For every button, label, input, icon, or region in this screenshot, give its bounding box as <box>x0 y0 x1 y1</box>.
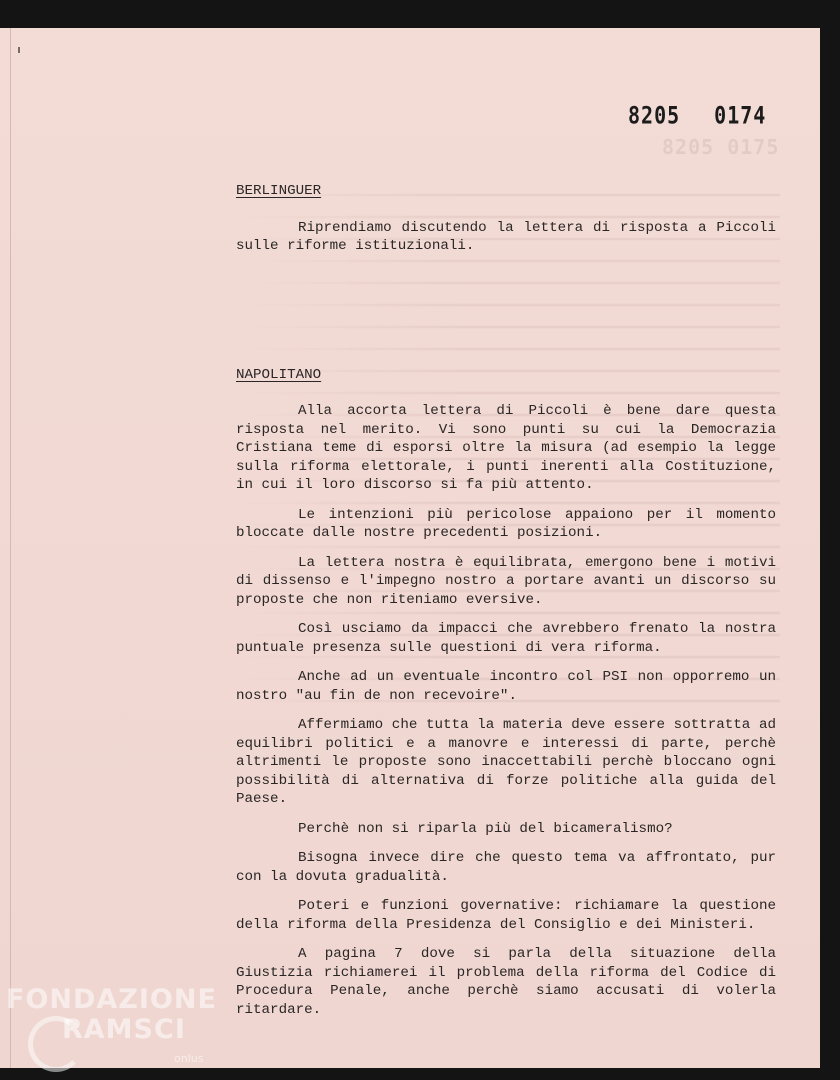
paragraph: La lettera nostra è equilibrata, emergono bene i motivi di dissenso e l'impegno nostro a portare avanti un discorso su proposte che non riteniamo eversive. <box>236 554 776 608</box>
paragraph: Affermiamo che tutta la materia deve essere sottratta ad equilibri politici e a manovre e interessi di parte, perchè altrimenti le proposte sono inaccettabili perchè bloccano ogni possibilità di alternativa di forze politiche alla guida del Paese. <box>236 717 776 807</box>
watermark-line2: RAMSCI <box>62 1014 186 1045</box>
paragraph: Le intenzioni più pericolose appaiono per il momento bloccate dalle nostre precedenti posizioni. <box>236 506 776 541</box>
paragraph: Alla accorta lettera di Piccoli è bene dare questa risposta nel merito. Vi sono punti su cui la Democrazia Cristiana teme di esporsi oltre la misura (ad esempio la legge sulla riforma elettorale, i punti inerenti alla Costituzione, in cui il loro discorso si fa più attento. <box>236 403 776 493</box>
paragraph: Anche ad un eventuale incontro col PSI non opporremo un nostro "au fin de non recevoire". <box>236 669 776 704</box>
paragraph: Così usciamo da impacci che avrebbero frenato la nostra puntuale presenza sulle questioni di vera riforma. <box>236 621 776 656</box>
paragraph: A pagina 7 dove si parla della situazione della Giustizia richiamerei il problema della riforma del Codice di Procedura Penale, anche perchè siamo accusati di volerla ritardare. <box>236 946 776 1018</box>
document-number <box>628 101 766 130</box>
page-edge <box>10 28 11 1068</box>
paragraph: Riprendiamo discutendo la lettera di risposta a Piccoli sulle riforme istituzionali. <box>236 219 776 254</box>
bleed-through-number: 8205 0175 <box>662 135 780 159</box>
transcript-body <box>236 182 776 1030</box>
watermark-line3: onlus <box>174 1052 204 1065</box>
paragraph: Poteri e funzioni governative: richiamare la questione della riforma della Presidenza del Consiglio e dei Ministeri. <box>236 898 776 933</box>
speaker-heading: NAPOLITANO <box>236 366 322 383</box>
document-number-part2: 0174 <box>714 100 767 130</box>
paragraph: Perchè non si riparla più del bicameralismo? <box>298 820 673 837</box>
paragraph: Bisogna invece dire che questo tema va affrontato, pur con la dovuta gradualità. <box>236 850 776 885</box>
speaker-heading: BERLINGUER <box>236 183 322 199</box>
watermark-g-logo-icon <box>28 1016 84 1072</box>
watermark-line1: FONDAZIONE <box>6 984 217 1015</box>
document-number-part1: 8205 <box>628 100 681 130</box>
margin-mark <box>18 47 20 53</box>
